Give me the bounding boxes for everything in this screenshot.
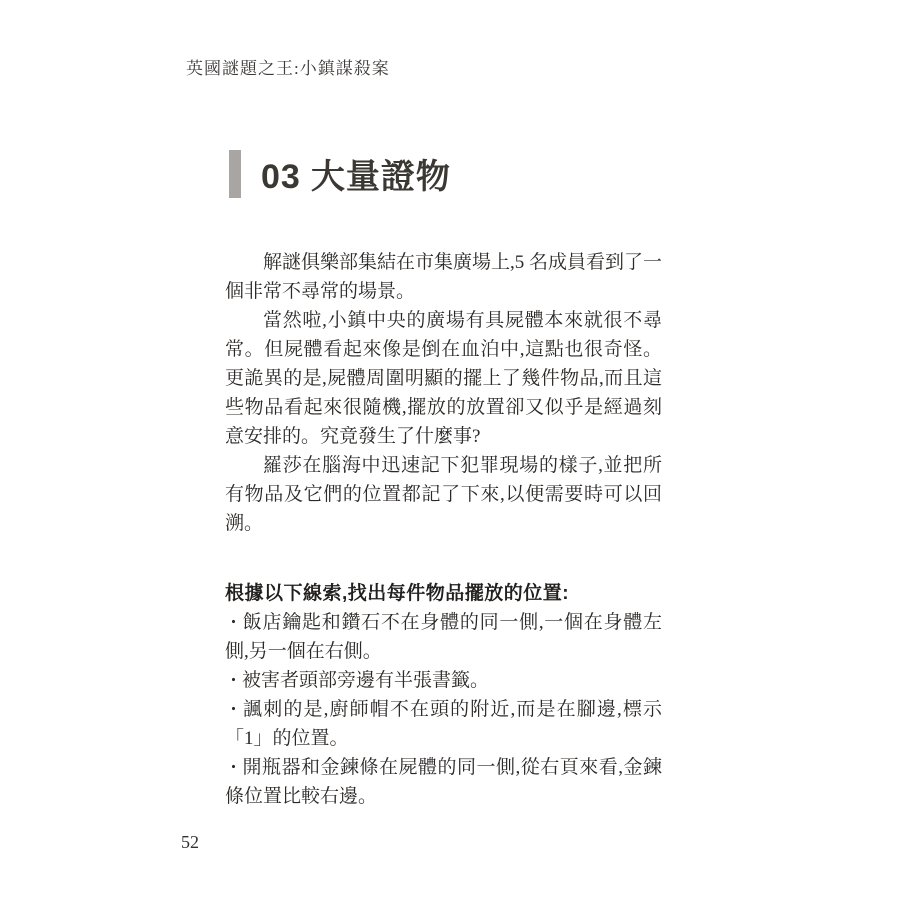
- clues-lead-in: 根據以下線索,找出每件物品擺放的位置:: [225, 583, 570, 604]
- clue-text-2: 被害者頭部旁邊有半張書籤。: [242, 670, 490, 691]
- chapter-marker-bar: [229, 150, 241, 198]
- clue-item-2: [225, 666, 662, 695]
- clue-item-3: [225, 695, 662, 753]
- chapter-heading-block: [229, 149, 451, 198]
- clue-item-1: [225, 608, 662, 666]
- story-paragraph-3: 羅莎在腦海中迅速記下犯罪現場的樣子,並把所有物品及它們的位置都記了下來,以便需要時可以回溯。: [225, 455, 662, 534]
- bullet-dot-icon: ・: [225, 613, 243, 632]
- clue-item-4: [225, 753, 662, 811]
- bullet-dot-icon: ・: [225, 700, 244, 719]
- running-header: 英國謎題之王:小鎮謀殺案: [186, 59, 390, 78]
- chapter-title: 大量證物: [310, 158, 451, 196]
- chapter-heading: [261, 149, 451, 198]
- clue-text-4: 開瓶器和金鍊條在屍體的同一側,從右頁來看,金鍊條位置比較右邊。: [225, 757, 662, 807]
- clue-text-3: 諷刺的是,廚師帽不在頭的附近,而是在腳邊,標示「1」的位置。: [225, 699, 662, 749]
- bullet-dot-icon: ・: [225, 671, 242, 690]
- clue-text-1: 飯店鑰匙和鑽石不在身體的同一側,一個在身體左側,另一個在右側。: [225, 612, 662, 662]
- page-body-text: [225, 248, 662, 811]
- bullet-dot-icon: ・: [225, 758, 243, 777]
- story-paragraph-1: 解謎俱樂部集結在市集廣場上,5 名成員看到了一個非常不尋常的場景。: [225, 252, 663, 302]
- story-paragraph-2: 當然啦,小鎮中央的廣場有具屍體本來就很不尋常。但屍體看起來像是倒在血泊中,這點也很奇怪。更詭異的是,屍體周圍明顯的擺上了幾件物品,而且這些物品看起來很隨機,擺放的放置卻又似乎是經過刻意安排的。究竟發生了什麼事?: [225, 310, 662, 447]
- chapter-number: 03: [261, 158, 301, 196]
- page-number: 52: [181, 832, 199, 852]
